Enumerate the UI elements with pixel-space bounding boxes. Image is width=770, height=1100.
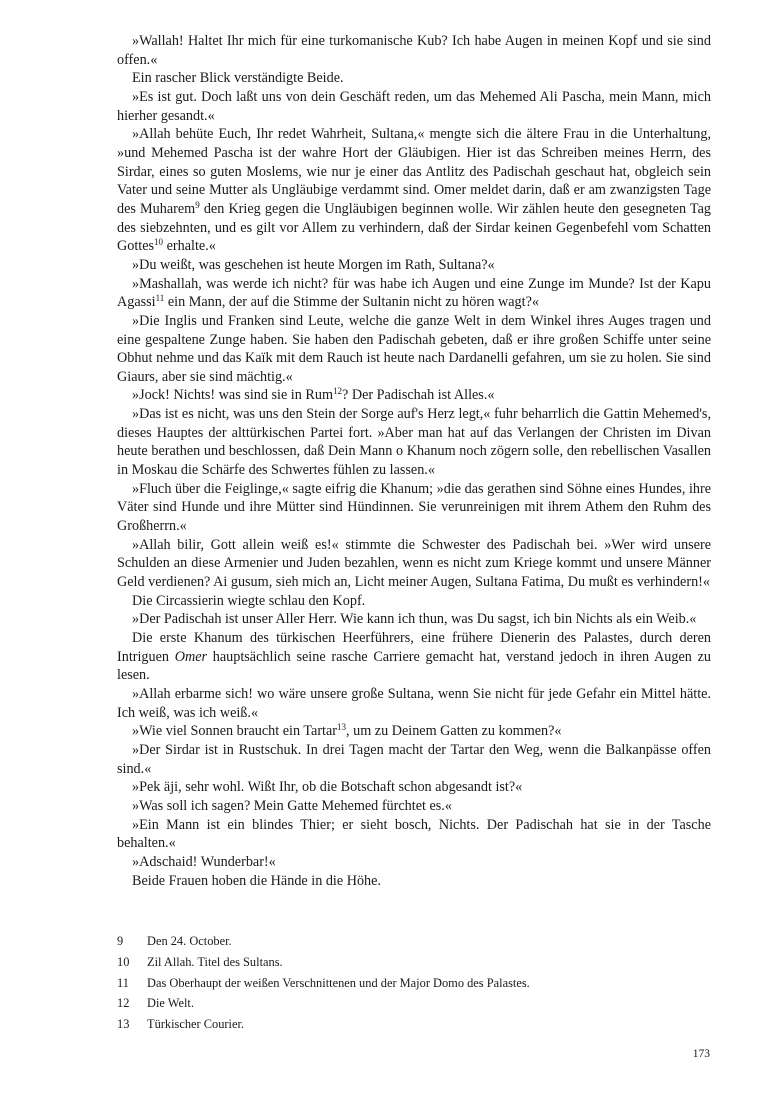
paragraph <box>117 480 711 536</box>
text-run: »Der Sirdar ist in Rustschuk. In drei Tagen macht der Tartar den Weg, wenn die Balkanpässe offen sind.« <box>117 741 711 777</box>
paragraph <box>117 778 711 797</box>
paragraph <box>117 629 711 685</box>
footnote-number: 11 <box>117 975 129 990</box>
footnote-reference: 10 <box>154 237 164 248</box>
paragraph <box>117 816 711 853</box>
footnote <box>117 973 711 994</box>
text-run: »Allah erbarme sich! wo wäre unsere große Sultana, wenn Sie nicht für jede Gefahr ein Mittel hätte. Ich weiß, was ich weiß.« <box>117 685 711 721</box>
text-run: Die erste Khanum des türkischen Heerführers, eine frühere Dienerin des Palastes, durch deren Intriguen <box>117 630 711 665</box>
footnotes <box>117 931 711 1035</box>
text-run: »Was soll ich sagen? Mein Gatte Mehemed fürchtet es.« <box>132 797 452 814</box>
footnote-text: Zil Allah. Titel des Sultans. <box>147 954 283 969</box>
text-run: »Du weißt, was geschehen ist heute Morgen im Rath, Sultana?« <box>132 256 495 273</box>
page-number: 173 <box>692 1048 710 1060</box>
footnote <box>117 952 711 973</box>
paragraph <box>117 536 711 592</box>
paragraph <box>117 405 711 480</box>
paragraph <box>117 610 711 629</box>
footnote-text: Den 24. October. <box>147 934 232 948</box>
footnote <box>117 1014 711 1035</box>
text-run: erhalte.« <box>163 238 216 255</box>
footnote-text: Das Oberhaupt der weißen Verschnittenen und der Major Domo des Palastes. <box>147 975 530 990</box>
text-run: »Ein Mann ist ein blindes Thier; er sieht bosch, Nichts. Der Padischah hat sie in der Tasche behalten.« <box>117 816 711 852</box>
footnote <box>117 931 711 952</box>
text-run: , um zu Deinem Gatten zu kommen?« <box>346 723 562 740</box>
paragraph <box>117 592 711 611</box>
text-run: »Wie viel Sonnen braucht ein Tartar <box>132 723 338 740</box>
text-run: »Wallah! Haltet Ihr mich für eine turkomanische Kub? Ich habe Augen in meinen Kopf und sie sind offen.« <box>117 33 711 68</box>
paragraph <box>117 685 711 722</box>
paragraph <box>117 853 711 872</box>
footnote-number: 9 <box>117 934 124 948</box>
text-run: Beide Frauen hoben die Hände in die Höhe. <box>132 872 381 889</box>
text-run: ? Der Padischah ist Alles.« <box>341 387 495 404</box>
paragraph <box>117 69 711 88</box>
paragraph <box>117 797 711 816</box>
footnote-number: 10 <box>117 954 130 969</box>
text-run: »Das ist es nicht, was uns den Stein der Sorge auf's Herz legt,« fuhr beharrlich die Gattin Mehemed's, dieses Hauptes der alttürkischen Partei fort. »Aber man hat auf das Verlangen der Christen im Divan heute berathen und beschlossen, daß Dein Mann o Khanum noch zögern solle, den rebellischen Vasallen in Moskau die Schärfe des Schwertes fühlen zu lassen.« <box>117 406 711 479</box>
body-text <box>117 32 711 890</box>
text-run: »Die Inglis und Franken sind Leute, welche die ganze Welt in dem Winkel ihres Auges tragen und eine gespaltene Zunge haben. Sie haben den Padischah gebeten, daß er ihre großen Schiffe unter seine Obhut nehme und das Kaïk mit dem Rauch ist heute nach Dardanelli gefahren, um sie zu holen. Sie sind Giaurs, aber sie sind mächtig.« <box>117 312 711 385</box>
text-run: hauptsächlich seine rasche Carriere gemacht hat, verstand jedoch in ihren Augen zu lesen. <box>117 648 711 684</box>
text-run: »Allah behüte Euch, Ihr redet Wahrheit, Sultana,« mengte sich die ältere Frau in die Unterhaltung, »und Mehemed Pascha ist der wahre Hort der Gläubigen. Hier ist das Schreiben meines Herrn, des Sirdar, eines so guten Moslems, wie nur je einer das Antlitz des Padischah geschaut hat, obgleich sein Vater und seine Mutter als Ungläubige verdammt sind. Omer meldet darin, daß er am zwanzigsten Tage des Muharem <box>117 126 711 217</box>
text-run: »Es ist gut. Doch laßt uns von dein Geschäft reden, um das Mehemed Ali Pascha, mein Mann, mich hierher gesandt.« <box>117 88 711 124</box>
paragraph <box>117 125 711 256</box>
italic-text: Omer <box>174 648 208 665</box>
text-run: »Pek äji, sehr wohl. Wißt Ihr, ob die Botschaft schon abgesandt ist?« <box>132 779 523 796</box>
paragraph <box>117 88 711 125</box>
paragraph <box>117 275 711 312</box>
footnote-reference: 13 <box>337 722 347 733</box>
paragraph <box>117 722 711 741</box>
footnote-text: Die Welt. <box>147 996 194 1011</box>
text-run: den Krieg gegen die Ungläubigen beginnen wolle. Wir zählen heute den gesegneten Tag des siebzehnten, und es gilt vor Allem zu verhindern, daß der Sirdar keinen Gegenbefehl vom Schatten Gottes <box>117 200 711 255</box>
footnote-reference: 11 <box>155 293 165 304</box>
paragraph <box>117 312 711 387</box>
footnote-text: Türkischer Courier. <box>147 1017 245 1032</box>
footnote-reference: 9 <box>195 199 200 210</box>
text-run: »Fluch über die Feiglinge,« sagte eifrig die Khanum; »die das gerathen sind Söhne eines Hundes, ihre Väter sind Hunde und ihre Mütter sind Hündinnen. Sie verunreinigen mit ihrem Athem den Ruhm des Großherrn.« <box>117 480 711 535</box>
text-run: »Adschaid! Wunderbar!« <box>132 853 276 870</box>
footnote <box>117 993 711 1014</box>
paragraph <box>117 741 711 778</box>
text-run: »Der Padischah ist unser Aller Herr. Wie kann ich thun, was Du sagst, ich bin Nichts als ein Weib.« <box>132 611 697 628</box>
text-run: Die Circassierin wiegte schlau den Kopf. <box>132 592 366 609</box>
footnote-reference: 12 <box>332 386 342 397</box>
text-run: »Allah bilir, Gott allein weiß es!« stimmte die Schwester des Padischah bei. »Wer wird unsere Schulden an diese Armenier und Juden bezahlen, wenn es nicht zum Kriege kommt und unsere Männer Geld verdienen? Ai gusum, sieh mich an, Licht meiner Augen, Sultana Fatima, Du mußt es verhindern!« <box>117 536 711 591</box>
paragraph <box>117 386 711 405</box>
paragraph <box>117 256 711 275</box>
footnote-number: 12 <box>117 996 130 1011</box>
text-run: ein Mann, der auf die Stimme der Sultanin nicht zu hören wagt?« <box>164 294 539 311</box>
paragraph <box>117 32 711 69</box>
text-run: »Mashallah, was werde ich nicht? für was habe ich Augen und eine Zunge im Munde? Ist der Kapu Agassi <box>117 275 711 311</box>
footnote-number: 13 <box>117 1017 130 1032</box>
text-run: »Jock! Nichts! was sind sie in Rum <box>132 387 333 404</box>
text-run: Ein rascher Blick verständigte Beide. <box>132 70 344 87</box>
paragraph <box>117 872 711 891</box>
